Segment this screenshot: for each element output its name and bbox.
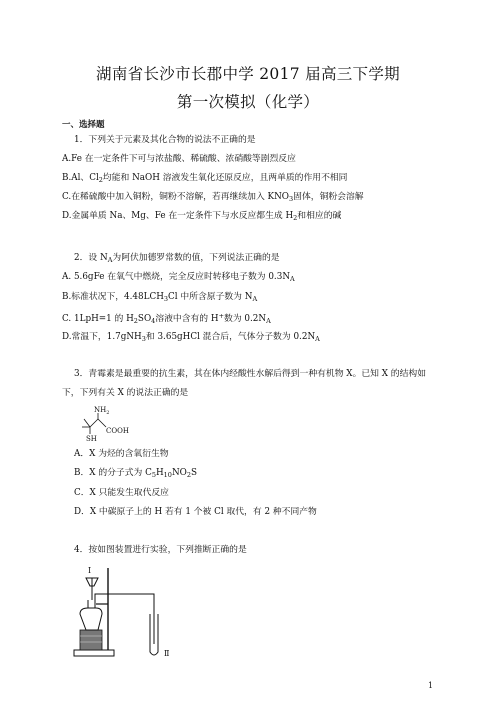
mol-label-cooh: COOH [106, 427, 129, 435]
bond-methyl [84, 419, 90, 427]
q1-stem: 1．下列关于元素及其化合物的说法不正确的是 [74, 135, 256, 145]
q2-stem: 2．设 $N_A$为阿伏加德罗常数的值，下列说法正确的是 [74, 253, 280, 264]
apparatus-label-i: Ⅰ [88, 566, 92, 575]
q1-option-a: A.Fe 在一定条件下可与浓盐酸、稀硫酸、浓硝酸等剧烈反应 [62, 154, 296, 164]
q2-option-c: C. 1LpH=1 的 $H_2SO_4$溶液中含有的 H+数为 $0.2N_A$ [62, 312, 271, 325]
bond-c-c [90, 419, 98, 427]
q3-option-a: A．X 为烃的含氧衍生物 [74, 449, 169, 459]
q3-stem-line1: 3．青霉素是最重要的抗生素，其在体内经酸性水解后得到一种有机物 X。已知 X 的结构如 [74, 369, 426, 379]
q4-stem: 4．按如图装置进行实验，下列推断正确的是 [74, 545, 247, 555]
q1-option-b: B.Al、$Cl_2$均能和 NaOH 溶液发生氧化还原反应，且两单质的作用不相同 [62, 173, 348, 184]
q1-option-c: C.在稀硫酸中加入铜粉，铜粉不溶解，若再继续加入 $KNO_3$固体，铜粉会溶解 [62, 192, 364, 203]
apparatus-base [74, 650, 114, 656]
q3-option-d: D．X 中碳原子上的 H 若有 1 个被 Cl 取代，有 2 种不同产物 [74, 507, 317, 517]
apparatus-burner [80, 630, 102, 650]
apparatus-delivery-tube [95, 594, 154, 644]
q3-option-c: C．X 只能发生取代反应 [74, 488, 169, 498]
q3-option-b: B．X 的分子式为 $C_5H_{10}NO_2S$ [74, 468, 198, 479]
q1-option-d: D.金属单质 Na、Mg、Fe 在一定条件下与水反应都生成 $H_2$和相应的碱 [62, 211, 342, 222]
q2-option-b: B.标准状况下，$4.48LCH_3Cl$ 中所含原子数为 $N_A$ [62, 292, 258, 303]
q3-stem-line2: 下，下列有关 X 的说法正确的是 [62, 388, 189, 398]
q2-option-a: A. 5.6gFe 在氧气中燃烧，完全反应时转移电子数为 $0.3N_A$ [62, 272, 295, 283]
section-heading: 一、选择题 [62, 120, 105, 130]
apparatus-label-ii: Ⅱ [164, 649, 170, 658]
apparatus-flask [80, 608, 102, 630]
mol-label-sh: SH [86, 435, 97, 443]
lab-apparatus-diagram [68, 564, 188, 664]
molecule-structure-diagram [82, 405, 152, 445]
q2-option-d: D.常温下，1.7gNH$_3$和 3.65gHCl 混合后，气体分子数为 $0.2N_A$ [62, 332, 320, 343]
document-title-line1: 湖南省长沙市长郡中学 2017 届高三下学期 [96, 65, 400, 83]
page-number: 1 [428, 681, 434, 690]
document-title-line2: 第一次模拟（化学） [176, 93, 320, 111]
mol-label-nh2: $NH_2$ [94, 406, 110, 416]
bond-c-cooh [98, 419, 106, 427]
